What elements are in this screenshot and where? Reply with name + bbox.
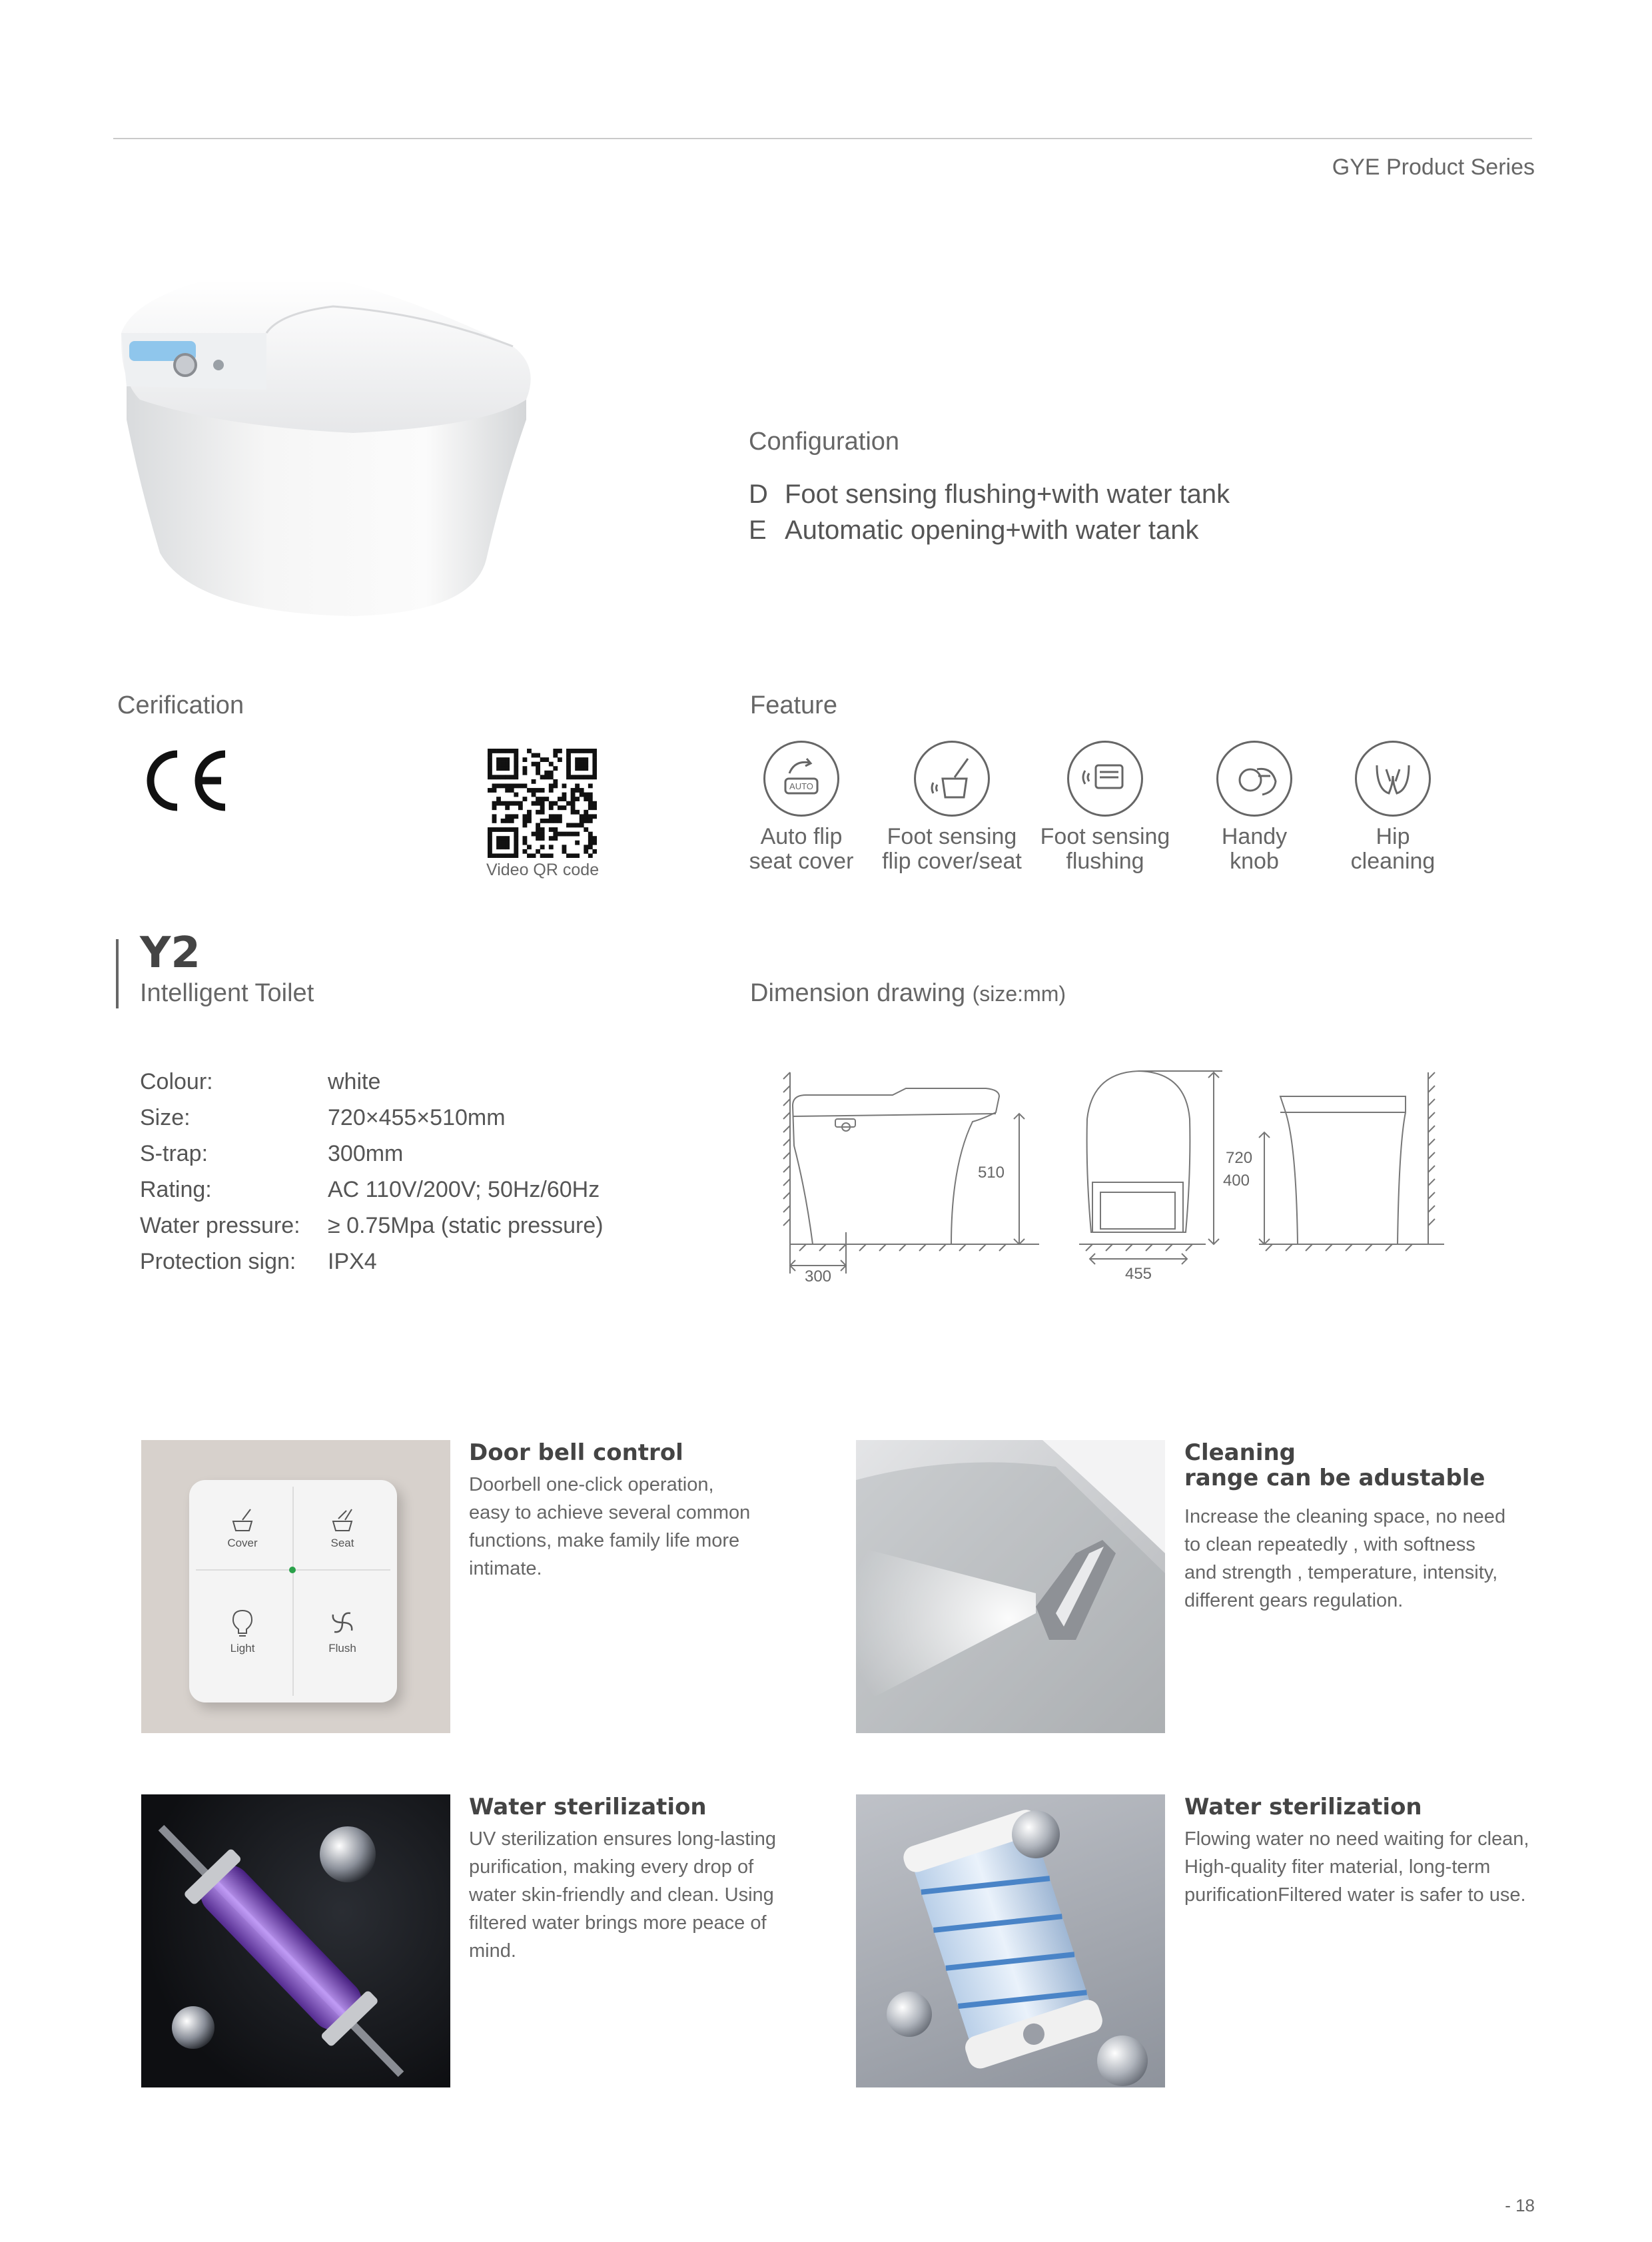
ce-mark-icon — [139, 747, 232, 814]
dim-label-300: 300 — [804, 1268, 832, 1286]
dim-label-510: 510 — [977, 1164, 1005, 1182]
card-cleaning-title: Cleaning range can be adustable — [1184, 1439, 1485, 1491]
feature-foot-sensing-cover: Foot sensing flip cover/seat — [882, 741, 1022, 874]
feature-title: Feature — [750, 691, 837, 719]
series-title: GYE Product Series — [1332, 155, 1535, 180]
feature-auto-flip: AUTO Auto flip seat cover — [731, 741, 871, 874]
spec-row: Colour: white — [140, 1069, 381, 1094]
model-accent-bar — [116, 939, 119, 1008]
card-doorbell-title: Door bell control — [469, 1439, 683, 1466]
feature-foot-sensing-flush: Foot sensing flushing — [1035, 741, 1175, 874]
card-uv-title: Water sterilization — [469, 1794, 707, 1820]
filter-sterilization-photo — [856, 1794, 1165, 2087]
card-doorbell-text: Doorbell one-click operation, easy to achieve several common functions, make family life more intimate. — [469, 1474, 751, 1579]
svg-text:AUTO: AUTO — [789, 781, 813, 791]
foot-sensing-flush-icon — [1067, 741, 1143, 817]
feature-handy-knob: Handy knob — [1184, 741, 1324, 874]
config-item-d: D Foot sensing flushing+with water tank — [749, 480, 1230, 509]
cleaning-nozzle-photo — [856, 1440, 1165, 1733]
product-name: Intelligent Toilet — [140, 979, 314, 1007]
configuration-title: Configuration — [749, 428, 900, 456]
dimension-title: Dimension drawing (size:mm) — [750, 979, 1066, 1007]
hip-cleaning-icon — [1355, 741, 1431, 817]
panel-seat-label: Seat — [330, 1537, 354, 1549]
auto-flip-icon — [763, 741, 839, 817]
certification-title: Cerification — [117, 691, 244, 719]
dim-label-455: 455 — [1124, 1265, 1152, 1283]
spec-row: Water pressure: ≥ 0.75Mpa (static pressure) — [140, 1213, 604, 1238]
uv-sterilization-photo — [141, 1794, 450, 2087]
panel-light-label: Light — [230, 1642, 255, 1655]
header-rule — [113, 138, 1532, 139]
dim-label-400: 400 — [1222, 1172, 1250, 1190]
card-filter-title: Water sterilization — [1184, 1794, 1422, 1820]
model-number: Y2 — [140, 929, 201, 978]
spec-row: S-trap: 300mm — [140, 1141, 404, 1166]
dim-label-720: 720 — [1226, 1149, 1253, 1167]
card-uv-text: UV sterilization ensures long-lasting purification, making every drop of water skin-friendly and clean. Using filtered water brings more peace of mind. — [469, 1828, 776, 1962]
panel-cover-label: Cover — [227, 1537, 258, 1549]
spec-row: Protection sign: IPX4 — [140, 1249, 377, 1274]
dimension-drawing — [779, 1066, 1446, 1292]
video-qr-code[interactable] — [488, 749, 597, 858]
handy-knob-icon — [1216, 741, 1292, 817]
spec-row: Rating: AC 110V/200V; 50Hz/60Hz — [140, 1177, 600, 1202]
spec-table — [140, 1069, 604, 1285]
feature-hip-cleaning: Hip cleaning — [1323, 741, 1463, 874]
foot-sensing-cover-icon — [914, 741, 990, 817]
panel-flush-label: Flush — [328, 1642, 356, 1655]
spec-row: Size: 720×455×510mm — [140, 1105, 506, 1130]
doorbell-panel-photo — [141, 1440, 450, 1733]
product-photo — [113, 266, 540, 626]
config-item-e: E Automatic opening+with water tank — [749, 516, 1199, 545]
card-cleaning-text: Increase the cleaning space, no need to clean repeatedly , with softness and strength , temperature, intensity, different gears regulation. — [1184, 1506, 1506, 1611]
page-number: - 18 — [1505, 2195, 1535, 2215]
card-filter-text: Flowing water no need waiting for clean, High-quality fiter material, long-term purificationFiltered water is safer to use. — [1184, 1828, 1529, 1906]
qr-caption: Video QR code — [486, 861, 600, 879]
